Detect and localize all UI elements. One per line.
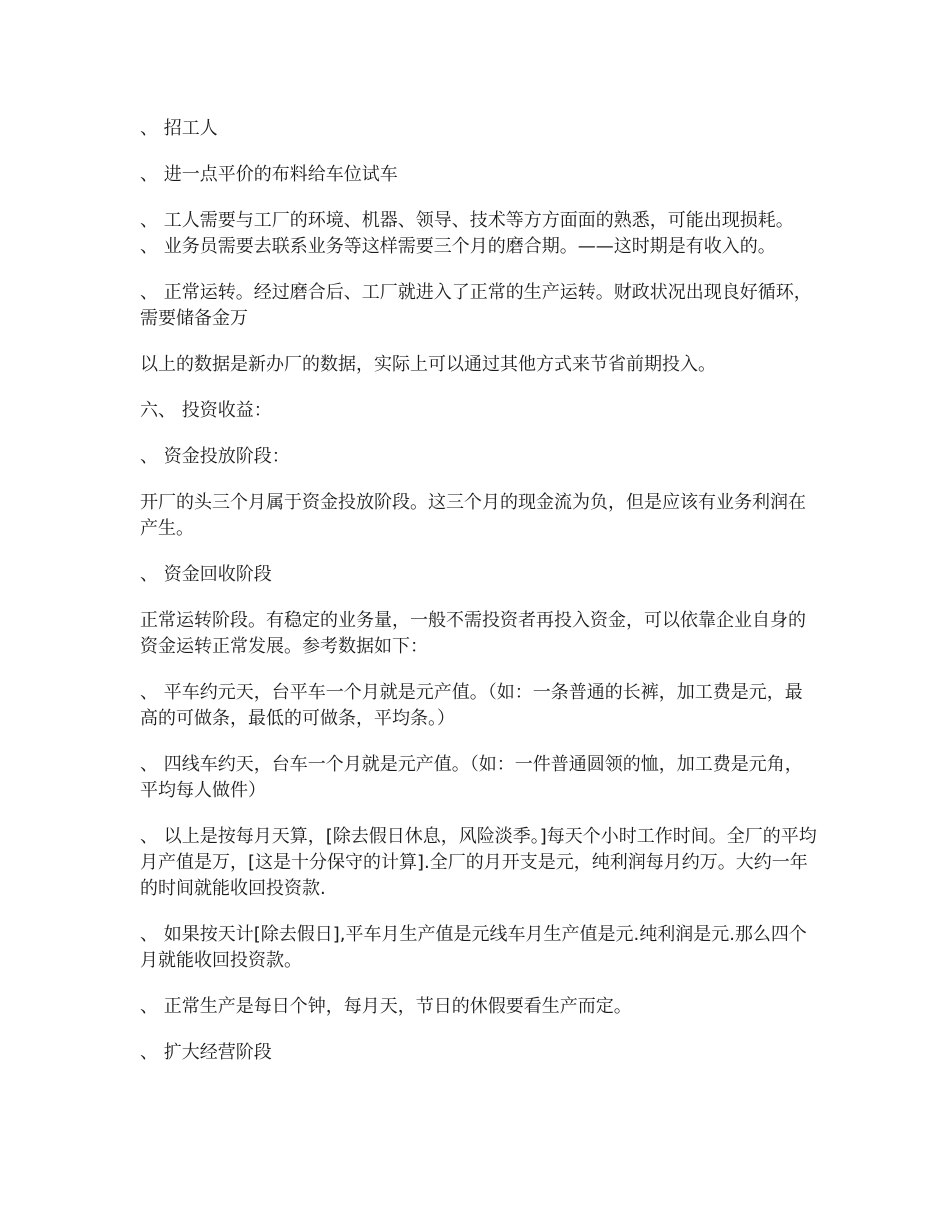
document-page xyxy=(140,116,820,1086)
paragraph-overlock-machine: 、 四线车约天，台车一个月就是元产值。（如：一件普通圆领的恤，加工费是元角，平均每人做件） xyxy=(140,754,803,801)
paragraph-day-calculation: 、 如果按天计[除去假日],平车月生产值是元线车月生产值是元.纯利润是元.那么四个月就能收回投资款。 xyxy=(140,924,807,971)
paragraph-salesperson-period: 、 业务员需要去联系业务等这样需要三个月的磨合期。——这时期是有收入的。 xyxy=(140,236,776,257)
paragraph-recruit-workers: 、 招工人 xyxy=(140,118,218,139)
paragraph-working-hours: 、 正常生产是每日个钟，每月天，节日的休假要看生产而定。 xyxy=(140,996,632,1017)
paragraph-monthly-calculation: 、 以上是按每月天算，[除去假日休息，风险淡季。]每天个小时工作时间。全厂的平均月产值是万，[这是十分保守的计算].全厂的月开支是元，纯利润每月约万。大约一年的时间就能收回投资款. xyxy=(140,826,817,899)
subheading-capital-recovery-stage: 、 资金回收阶段 xyxy=(140,564,272,585)
paragraph-normal-operation-stage: 正常运转阶段。有稳定的业务量，一般不需投资者再投入资金，可以依靠企业自身的资金运转正常发展。参考数据如下： xyxy=(140,610,806,657)
paragraph-worker-familiarization: 、 工人需要与工厂的环境、机器、领导、技术等方方面面的熟悉，可能出现损耗。 xyxy=(140,210,794,231)
subheading-capital-investment-stage: 、 资金投放阶段： xyxy=(140,446,290,467)
subheading-expansion-stage: 、 扩大经营阶段 xyxy=(140,1042,272,1063)
paragraph-flatbed-machine: 、 平车约元天，台平车一个月就是元产值。（如：一条普通的长裤，加工费是元，最高的可做条，最低的可做条，平均条。） xyxy=(140,682,803,729)
paragraph-normal-operation: 、 正常运转。经过磨合后、工厂就进入了正常的生产运转。财政状况出现良好循环，需要储备金万 xyxy=(140,282,812,329)
paragraph-trial-fabric: 、 进一点平价的布料给车位试车 xyxy=(140,164,398,185)
paragraph-new-factory-data: 以上的数据是新办厂的数据，实际上可以通过其他方式来节省前期投入。 xyxy=(140,354,716,375)
section-heading-investment-return: 六、 投资收益： xyxy=(140,400,272,421)
paragraph-first-three-months: 开厂的头三个月属于资金投放阶段。这三个月的现金流为负，但是应该有业务利润在产生。 xyxy=(140,492,806,539)
